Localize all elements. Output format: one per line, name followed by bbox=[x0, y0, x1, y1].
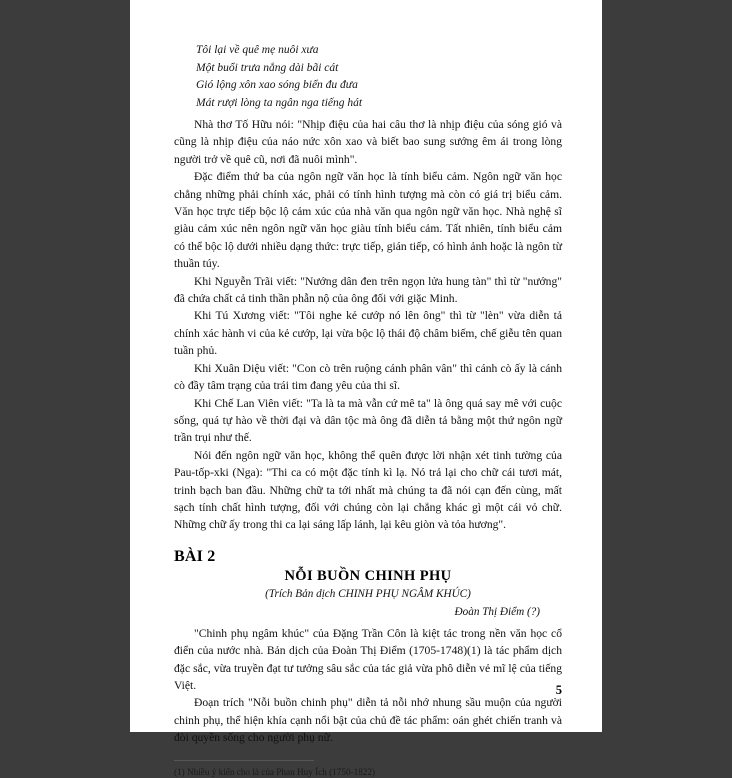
lesson-heading: BÀI 2 bbox=[174, 547, 216, 565]
page-number: 5 bbox=[555, 683, 562, 697]
paragraph: Nhà thơ Tố Hữu nói: "Nhịp điệu của hai câu thơ là nhịp điệu của sóng gió và cũng là nhịp điệu của náo nức xôn xao và biết bao sung sướng êm ái trong lòng người trở về quê cũ, nơi đã nuôi mình". bbox=[174, 118, 562, 166]
poem-line: Gió lộng xôn xao sóng biển đu đưa bbox=[196, 79, 358, 91]
lesson-author: Đoàn Thị Điểm (?) bbox=[454, 605, 540, 618]
paragraph: Đoạn trích "Nỗi buồn chinh phụ" diễn tả nỗi nhớ nhung sầu muộn của người chinh phụ, thể hiện khía cạnh nổi bật của chủ đề tác phẩm: oán ghét chiến tranh và đòi quyền sống cho người phụ nữ. bbox=[174, 696, 562, 745]
footnote: (1) Nhiều ý kiến cho là của Phan Huy Ích (1750-1822) bbox=[174, 766, 376, 777]
paragraph: Nói đến ngôn ngữ văn học, không thể quên được lời nhận xét tinh tường của Pau-tốp-xki (Nga): "Thi ca có một đặc tính kì lạ. Nó trả lại cho chữ cái tươi mát, trinh bạch ban đầu. Những chữ ta tới nhất mà chúng ta đã nói cạn đến cùng, mất sạch tính chất hình tượng, đối với chúng còn lại chẳng khác gì một cái vỏ chữ. Những chữ ấy trong thi ca lại sáng lấp lánh, lại kêu giòn và tỏa hương". bbox=[174, 448, 562, 532]
footnote-divider bbox=[174, 760, 314, 761]
poem-block bbox=[196, 42, 562, 112]
paragraph: Đặc điểm thứ ba của ngôn ngữ văn học là tính biểu cảm. Ngôn ngữ văn học chẳng những phải chính xác, phải có tính hình tượng mà còn có giá trị biểu cảm. Văn học trực tiếp bộc lộ cảm xúc của nhà văn qua ngôn ngữ văn học. Nhà nghệ sĩ giàu cảm xúc nên ngôn ngữ văn học giàu tính biểu cảm. Tất nhiên, tính biểu cảm có thể bộc lộ dưới nhiều dạng thức: trực tiếp, gián tiếp, có hình ảnh hoặc là ngôn từ thuần túy. bbox=[174, 170, 562, 271]
paragraph: Khi Nguyễn Trãi viết: "Nướng dân đen trên ngọn lửa hung tàn" thì từ "nướng" đã chứa chất cả tinh thần phẫn nộ của ông đối với giặc Minh. bbox=[174, 274, 562, 306]
lesson-title: NỖI BUỒN CHINH PHỤ bbox=[284, 567, 452, 584]
paragraph: Khi Tú Xương viết: "Tôi nghe kẻ cướp nó lên ông" thì từ "lèn" vừa diễn tả chính xác hành vi của kẻ cướp, lại vừa bộc lộ thái độ châm biếm, chế giễu tên quan tuần phủ. bbox=[174, 309, 562, 358]
paragraph: Khi Xuân Diệu viết: "Con cò trên ruộng cánh phân vân" thì cánh cò ấy là cánh cò đầy tâm trạng của trái tim đang yêu của thi sĩ. bbox=[174, 361, 562, 393]
poem-line: Mát rượi lòng ta ngân nga tiếng hát bbox=[196, 96, 363, 109]
document-page bbox=[130, 0, 602, 777]
poem-line: Một buổi trưa nắng dài bãi cát bbox=[196, 61, 339, 74]
paragraph: "Chinh phụ ngâm khúc" của Đặng Trần Côn là kiệt tác trong nền văn học cổ điển của nước nhà. Bản dịch của Đoàn Thị Điểm (1705-1748)(1) là tác phẩm dịch đặc sắc, vừa truyền đạt tư tưởng sâu sắc của tác giả vừa phô diễn vẻ mĩ lệ của tiếng Việt. bbox=[174, 626, 562, 692]
lesson-subtitle: (Trích Bản dịch CHINH PHỤ NGÂM KHÚC) bbox=[265, 587, 471, 600]
paragraph: Khi Chế Lan Viên viết: "Ta là ta mà vẫn cứ mê ta" là ông quá say mê với cuộc sống, quá tự hào về thời đại và dân tộc mà ông đã diễn tả bằng một thứ ngôn ngữ trần trụi như thế. bbox=[174, 396, 562, 445]
poem-line: Tôi lại về quê mẹ nuôi xưa bbox=[196, 44, 319, 56]
